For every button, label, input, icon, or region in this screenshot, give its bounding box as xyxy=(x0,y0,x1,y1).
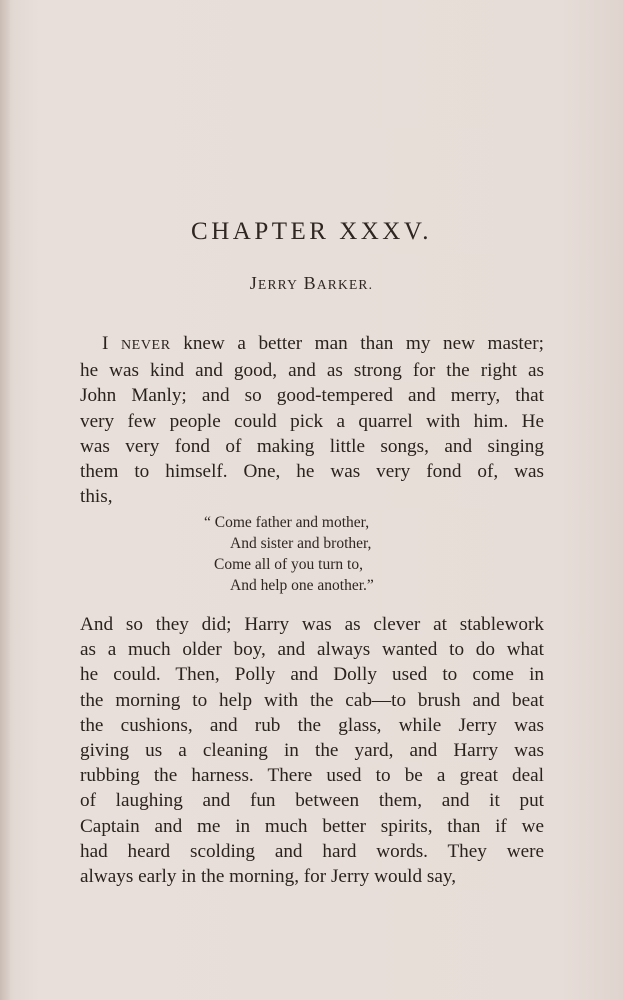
poem-line: “ Come father and mother, xyxy=(204,514,370,531)
paragraph-line xyxy=(80,331,544,358)
chapter-subtitle xyxy=(0,273,623,294)
paragraph-line: the morning to help with the cab—to brush and beat xyxy=(80,689,544,711)
poem-line: And help one another.” xyxy=(230,577,374,594)
opening-word: I xyxy=(102,333,109,354)
paragraph-line: this, xyxy=(80,486,113,508)
paragraph-line: was very fond of making little songs, and singing xyxy=(80,435,544,457)
paragraph-line: he could. Then, Polly and Dolly used to come in xyxy=(80,664,544,686)
paragraph-line: always early in the morning, for Jerry would say, xyxy=(80,866,457,888)
paragraph-line: had heard scolding and hard words. They were xyxy=(80,840,544,862)
paragraph-line: as a much older boy, and always wanted to do what xyxy=(80,639,544,661)
paragraph-line: very few people could pick a quarrel with him. He xyxy=(80,410,544,432)
paragraph-line: rubbing the harness. There used to be a great deal xyxy=(80,765,544,787)
paragraph-2 xyxy=(80,612,544,889)
subtitle-cap-2: B xyxy=(303,273,317,293)
paragraph-line: Captain and me in much better spirits, than if we xyxy=(80,815,544,837)
paragraph-line: the cushions, and rub the glass, while Jerry was xyxy=(80,714,544,736)
poem-line: And sister and brother, xyxy=(230,535,372,552)
paragraph-line: he was kind and good, and as strong for the right as xyxy=(80,360,544,382)
paragraph-line: giving us a cleaning in the yard, and Harry was xyxy=(80,740,544,762)
subtitle-cap-1: J xyxy=(249,273,258,293)
line-text: knew a better man than my new master; xyxy=(183,333,545,354)
page-binding-edge xyxy=(0,0,10,1000)
paragraph-line: of laughing and fun between them, and it put xyxy=(80,790,544,812)
paragraph-line: John Manly; and so good-tempered and merry, that xyxy=(80,385,544,407)
chapter-heading: CHAPTER XXXV. xyxy=(191,218,432,245)
opening-smallcaps: NEVER xyxy=(120,338,171,353)
paragraph-line: And so they did; Harry was as clever at stablework xyxy=(80,614,544,635)
subtitle-rest-2: ARKER. xyxy=(316,277,374,292)
paragraph-1 xyxy=(80,331,544,509)
poem-line: Come all of you turn to, xyxy=(214,556,363,573)
subtitle-rest-1: ERRY xyxy=(258,277,299,292)
paragraph-line: them to himself. One, he was very fond of, was xyxy=(80,461,544,483)
